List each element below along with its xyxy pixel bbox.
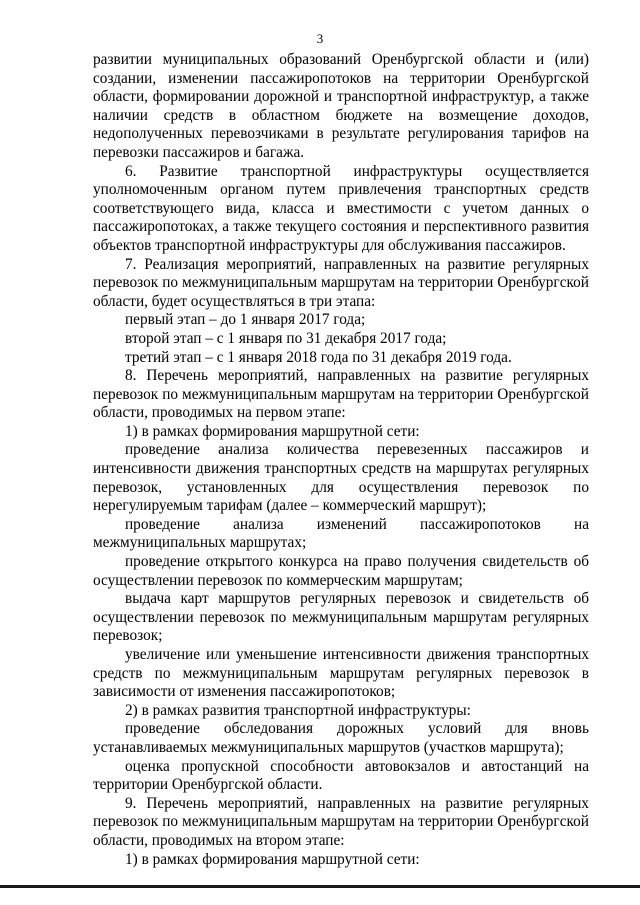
subitem-route-network: 1) в рамках формирования маршрутной сети: [125,422,420,440]
list-item-passenger-analysis: проведение анализа количества перевезенных пассажиров и интенсивности движения транспортных средств на маршрутах регулярных перевозок, установленных для осуществления перевозок по нерегулируемым тарифам (далее – коммерческий маршрут); [93,441,589,515]
page-number: 3 [316,31,324,46]
list-item-road-survey: проведение обследования дорожных условий для вновь устанавливаемых межмуниципальных маршрутов (участков маршрута); [93,720,589,756]
list-item-passenger-flow-analysis: проведение анализа изменений пассажиропотоков на межмуниципальных маршрутах; [93,515,589,552]
paragraph-item-9: 9. Перечень мероприятий, направленных на развитие регулярных перевозок по межмуниципальным маршрутам на территории Оренбургской области, проводимых на втором этапе: [93,794,589,849]
stage-one-line: первый этап – до 1 января 2017 года; [125,311,366,329]
paragraph-item-8: 8. Перечень мероприятий, направленных на развитие регулярных перевозок по межмуниципальным маршрутам на территории Оренбургской области, проводимых на первом этапе: [93,367,589,422]
document-body [93,51,589,869]
list-item-open-tender: проведение открытого конкурса на право получения свидетельств об осуществлении перевозок по коммерческим маршрутам; [93,553,589,589]
list-item-route-cards: выдача карт маршрутов регулярных перевозок и свидетельств об осуществлении перевозок по межмуниципальным маршрутам регулярных перевозок; [93,590,589,645]
list-item-traffic-intensity: увеличение или уменьшение интенсивности движения транспортных средств по межмуниципальным маршрутам регулярных перевозок в зависимости от изменения пассажиропотоков; [93,646,589,701]
list-item-bus-station-capacity: оценка пропускной способности автовокзалов и автостанций на территории Оренбургской области. [93,757,589,794]
subitem-route-network-stage-two: 1) в рамках формирования маршрутной сети: [125,850,420,868]
subitem-transport-infrastructure: 2) в рамках развития транспортной инфраструктуры: [125,701,471,719]
paragraph-item-7: 7. Реализация мероприятий, направленных на развитие регулярных перевозок по межмуниципальным маршрутам на территории Оренбургской области, будет осуществляться в три этапа: [93,255,589,310]
scan-bottom-edge [0,885,640,888]
paragraph-item-6: 6. Развитие транспортной инфраструктуры осуществляется уполномоченным органом путем привлечения транспортных средств соответствующего вида, класса и вместимости с учетом данных о пассажиропотоках, а также текущего состояния и перспективного развития объектов транспортной инфраструктуры для обслуживания пассажиров. [93,162,589,254]
stage-two-line: второй этап – с 1 января по 31 декабря 2017 года; [125,329,447,347]
stage-three-line: третий этап – с 1 января 2018 года по 31 декабря 2019 года. [125,348,512,366]
paragraph-continuation: развитии муниципальных образований Оренбургской области и (или) создании, изменении пассажиропотоков на территории Оренбургской области, формировании дорожной и транспортной инфраструктур, а также наличии средств в областном бюджете на возмещение доходов, недополученных перевозчиками в результате регулирования тарифов на перевозки пассажиров и багажа. [93,51,589,161]
